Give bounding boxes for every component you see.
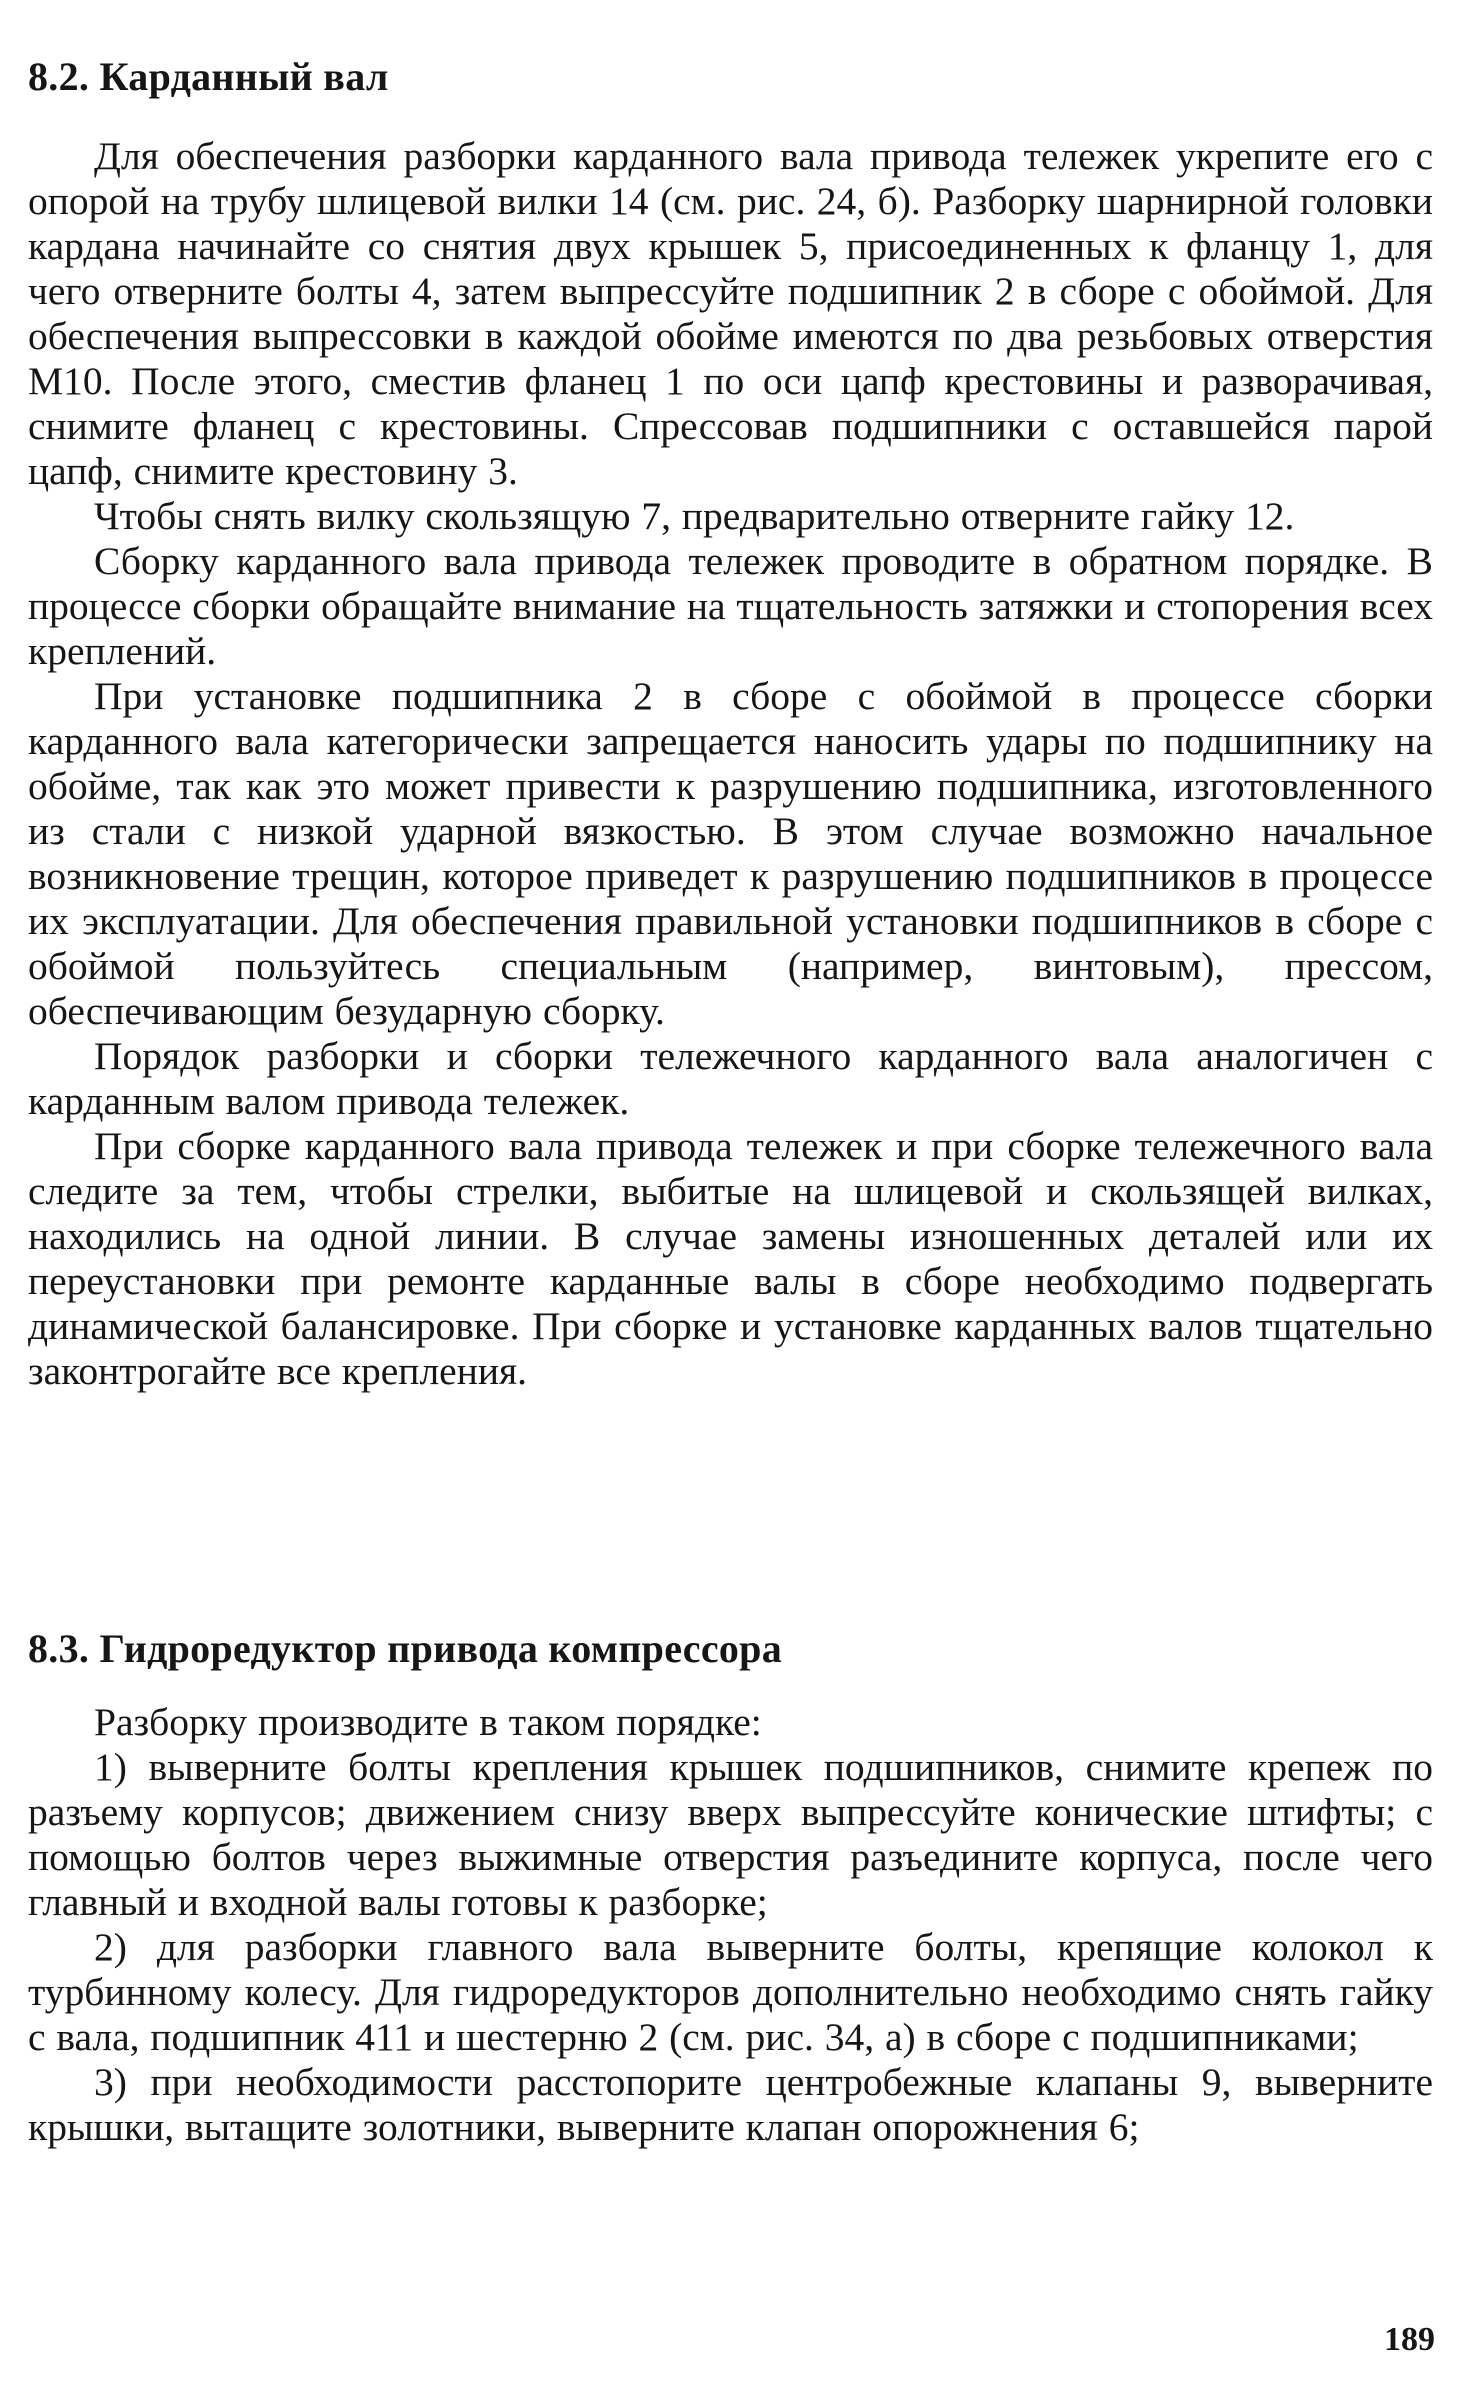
paragraph: Сборку карданного вала привода тележек проводите в обратном порядке. В процессе сборки обращайте внимание на тщательность затяжки и стопорения всех креплений. <box>28 539 1433 673</box>
list-item: 1) выверните болты крепления крышек подшипников, снимите крепеж по разъему корпусов; движением снизу вверх выпрессуйте конические штифты; с помощью болтов через выжимные отверстия разъедините корпуса, после чего главный и входной валы готовы к разборке; <box>28 1745 1433 1924</box>
paragraph: Разборку производите в таком порядке: <box>94 1700 762 1744</box>
paragraph: Порядок разборки и сборки тележечного карданного вала аналогичен с карданным валом привода тележек. <box>28 1034 1433 1123</box>
section-body-8-3 <box>28 1700 1433 2150</box>
page-number: 189 <box>1384 2321 1435 2358</box>
section-body-8-2 <box>28 134 1433 1394</box>
section-heading-8-3: 8.3. Гидроредуктор привода компрессора <box>28 1626 783 1671</box>
list-item: 2) для разборки главного вала выверните болты, крепящие колокол к турбинному колесу. Для гидроредукторов дополнительно необходимо снять гайку с вала, подшипник 411 и шестерню 2 (см. рис. 34, а) в сборе с подшипниками; <box>28 1925 1433 2059</box>
paragraph: Для обеспечения разборки карданного вала привода тележек укрепите его с опорой на трубу шлицевой вилки 14 (см. рис. 24, б). Разборку шарнирной головки кардана начинайте со снятия двух крышек 5, присоединенных к фланцу 1, для чего отверните болты 4, затем выпрессуйте подшипник 2 в сборе с обоймой. Для обеспечения выпрессовки в каждой обойме имеются по два резьбовых отверстия М10. После этого, сместив фланец 1 по оси цапф крестовины и разворачивая, снимите фланец с крестовины. Спрессовав подшипники с оставшейся парой цапф, снимите крестовину 3. <box>28 134 1433 493</box>
paragraph: Чтобы снять вилку скользящую 7, предварительно отверните гайку 12. <box>94 494 1295 538</box>
list-item: 3) при необходимости расстопорите центробежные клапаны 9, выверните крышки, вытащите золотники, выверните клапан опорожнения 6; <box>28 2060 1433 2149</box>
section-heading-8-2: 8.2. Карданный вал <box>28 54 389 99</box>
paragraph: При сборке карданного вала привода тележек и при сборке тележечного вала следите за тем, чтобы стрелки, выбитые на шлицевой и скользящей вилках, находились на одной линии. В случае замены изношенных деталей или их переустановки при ремонте карданные валы в сборе необходимо подвергать динамической балансировке. При сборке и установке карданных валов тщательно законтрогайте все крепления. <box>28 1124 1433 1393</box>
paragraph: При установке подшипника 2 в сборе с обоймой в процессе сборки карданного вала категорически запрещается наносить удары по подшипнику на обойме, так как это может привести к разрушению подшипника, изготовленного из стали с низкой ударной вязкостью. В этом случае возможно начальное возникновение трещин, которое приведет к разрушению подшипников в процессе их эксплуатации. Для обеспечения правильной установки подшипников в сборе с обоймой пользуйтесь специальным (например, винтовым), прессом, обеспечивающим безударную сборку. <box>28 674 1433 1033</box>
